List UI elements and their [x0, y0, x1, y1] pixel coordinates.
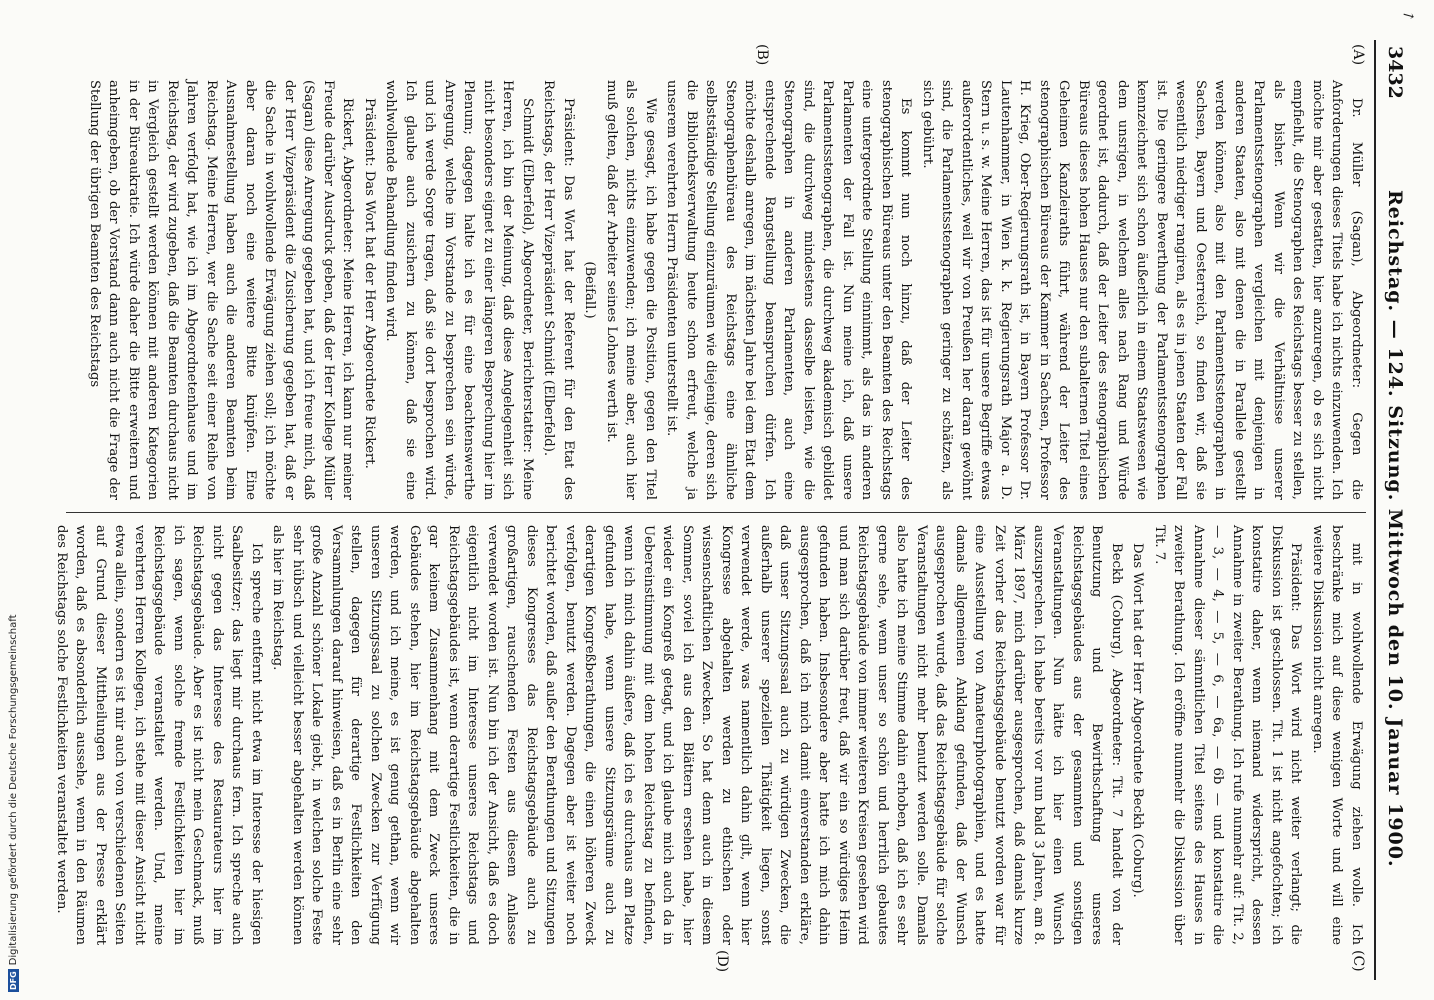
digitization-footer: [6, 0, 20, 992]
page-header: [1376, 40, 1410, 980]
paragraph: Schmidt (Elberfeld), Abgeordneter, Berichterstatter: Meine Herren, ich bin der Meinung, daß diese Angelegenheit sich nicht besonders eignet zu einer längeren Besprechung hier im Plenum; dagegen halte ich es für eine beachtenswerthe Anregung, welche im Vorstande zu besprechen sein würde, und ich werde Sorge tragen, daß sie dort besprochen wird. Ich glaube auch zusichern zu können, daß sie eine wohlwollende Behandlung finden wird.: [383, 80, 535, 500]
margin-marker-a: (A): [1350, 44, 1366, 66]
paragraph: Dr. Müller (Sagan), Abgeordneter: Gegen die Anforderungen dieses Titels habe ich nichts einzuwenden. Ich möchte mir aber gestatten, hier anzuregen, ob es sich nicht empfiehlt, die Stenographen des Reichstags besser zu stellen, als bisher. Wenn wir die Verhältnisse unserer Parlamentsstenographen vergleichen mit denjenigen in anderen Staaten, also mit denen die in Parallele gestellt werden können, also mit den Parlamentsstenographen in Sachsen, Bayern und Oesterreich, so finden wir, daß sie wesentlich niedriger rangiren, als es in jenen Staaten der Fall ist. Die geringere Bewerthung der Parlamentsstenographen kennzeichnet sich schon äußerlich in einem Staatswesen wie dem unsrigen, in welchem alles nach Rang und Würde geordnet ist, dadurch, daß der Leiter des stenographischen Büreaus dieses hohen Hauses nur den subalternen Titel eines Geheimen Kanzleiraths führt, während der Leiter des stenographischen Büreaus der Kammer in Sachsen, Professor H. Krieg, Ober-Regierungsrath ist, in Bayern Professor Dr. Lautenhammer, in Wien k. k. Regierungsrath Major a. D. Stern u. s. w. Meine Herren, das ist für unsere Begriffe etwas außerordentliches, weil wir von Preußen her daran gewöhnt sind, die Parlamentsstenographen geringer zu schätzen, als sich gebührt.: [920, 80, 1364, 500]
paragraph: Rickert, Abgeordneter: Meine Herren, ich kann nur meiner Freude darüber Ausdruck geben, daß der Herr Kollege Müller (Sagan) diese Anregung gegeben hat, und ich freue mich, daß der Herr Vizepräsident die Zusicherung gegeben hat, daß er die Sache in wohlwollende Erwägung ziehen soll; ich möchte aber daran noch eine weitere Bitte knüpfen. Eine Ausnahmestellung haben auch die anderen Beamten beim Reichstag. Meine Herren, wer die Sache seit einer Reihe von Jahren verfolgt hat, wie ich im Abgeordnetenhause und im Reichstag, der wird zugeben, daß die Beamten durchaus nicht in Vergleich gestellt werden können mit anderen Kategorien in der Büreaukratie. Ich würde daher die Bitte erweitern und anheimgeben, ob der Vorstand dann auch nicht die Frage der Stellung der übrigen Beamten des Reichstags: [87, 80, 356, 500]
page-number: 3432: [1384, 46, 1406, 99]
dfg-logo: DFG: [8, 971, 18, 990]
right-column: [54, 525, 1366, 945]
paragraph: Das Wort hat der Herr Abgeordnete Beckh (Coburg).: [1130, 543, 1146, 898]
left-column: [66, 80, 1366, 500]
margin-marker-c: (C): [1350, 950, 1366, 972]
paragraph: Beckh (Coburg), Abgeordneter: Tit. 7 handelt von der Benutzung und Bewirthschaftung unseres Reichstagsgebäudes aus der gesammten und sonstigen Veranstaltungen. Nun hätte ich hier einen Wunsch auszusprechen. Ich habe bereits vor nun bald 3 Jahren, am 8. März 1897, mich darüber ausgesprochen, daß damals kurze Zeit vorher das Reichstagsgebäude benutzt worden war für eine Ausstellung von Amateurphotographien, und es hatte damals allgemeinen Anklang gefunden, daß der Wunsch ausgesprochen wurde, daß das Reichstagsgebäude für solche Veranstaltungen nicht mehr benutzt werden solle. Damals also hatte ich meine Stimme dahin erhoben, daß ich es sehr gerne sehe, wenn unser so schön und herrlich gebautes Reichstagsgebäude von immer weiteren Kreisen gesehen wird und man sich darüber freut, daß wir ein so würdiges Heim gefunden haben. Insbesondere aber hatte ich mich dahin ausgesprochen, daß ich mich damit einverstanden erkläre, daß unser Sitzungssaal auch zu würdigen Zwecken, die außerhalb unserer speziellen Thätigkeit liegen, sonst verwendet werde, was namentlich dahin gilt, wenn hier Kongresse abgehalten werden zu ethischen oder wissenschaftlichen Zwecken. So hat denn auch in diesem Sommer, soviel ich aus den Blättern ersehen habe, hier wieder ein Kongreß getagt, und ich glaube mich auch da in Uebereinstimmung mit dem hohen Reichstag zu befinden, wenn ich mich dahin äußere, daß ich es durchaus am Platze gefunden habe, wenn unsere Sitzungsräume auch zu derartigen Kongreßberathungen, die einen höheren Zweck verfolgen, benutzt werden. Dagegen aber ist weiter noch berichtet worden, daß außer den Berathungen und Sitzungen dieses Kongresses das Reichstagsgebäude auch zu großartigen, rauschenden Festen aus diesem Anlasse verwendet worden ist. Nun bin ich der Ansicht, daß es doch eigentlich nicht im Interesse unseres Reichstags und Reichstagsgebäudes ist, wenn derartige Festlichkeiten, die in gar keinem Zusammenhang mit dem Zweck unseres Gebäudes stehen, hier im Reichstagsgebäude abgehalten werden, und ich meine, es ist genug gethan, wenn wir unseren Sitzungssaal zu solchen Zwecken zur Verfügung stellen, dagegen für derartige Festlichkeiten den Versammlungen darauf hinweisen, daß es in Berlin eine sehr große Anzahl schöner Lokale giebt, in welchen solche Feste sehr hübsch und vielleicht besser abgehalten werden können als hier im Reichstag.: [270, 525, 1124, 945]
margin-marker-d: (D): [714, 950, 730, 973]
paragraph: Wie gesagt, ich habe gegen die Position, gegen den Titel als solchen, nichts einzuwenden; ich meine aber, auch hier muß gelten, daß der Arbeiter seines Lohnes werth ist.: [604, 80, 658, 500]
paragraph: Ich spreche entfernt nicht etwa im Interesse der hiesigen Saalbesitzer; das liegt mir durchaus fern. Ich spreche auch nicht gegen das Interesse des Restaurateurs hier im Reichstagsgebäude. Aber es ist nicht mein Geschmack, muß ich sagen, wenn solche fremde Festlichkeiten hier im Reichstagsgebäude veranstaltet werden. Und, meine verehrten Herren Kollegen, ich stehe mit dieser Ansicht nicht etwa allein, sondern es ist mir auch von verschiedenen Seiten auf Grund dieser Mittheilungen aus der Presse erklärt worden, daß es absonderlich aussehe, wenn in den Räumen des Reichstags solche Festlichkeiten veranstaltet werden.: [54, 525, 264, 945]
paragraph: Es kommt nun noch hinzu, daß der Leiter des stenographischen Büreaus unter den Beamten des Reichstags eine untergeordnete Stellung einnimmt, als das in anderen Parlamenten der Fall ist. Nun meine ich, daß unsere Parlamentsstenographen, die durchweg akademisch gebildet sind, die durchweg mindestens dasselbe leisten, wie die Stenographen in anderen Parlamenten, auch eine entsprechende Rangstellung beanspruchen dürfen. Ich möchte deshalb anregen, im nächsten Jahre bei dem Etat dem Stenographenbüreau des Reichstags eine ähnliche selbstständige Stellung einzuräumen wie diejenige, deren sich die Bibliotheksverwaltung heute schon erfreut, welche ja unserem verehrten Herrn Präsidenten unterstellt ist.: [664, 80, 914, 500]
column-divider: [66, 512, 1366, 513]
paragraph: Präsident: Das Wort wird nicht weiter verlangt; die Diskussion ist geschlossen. Tit. 1 ist nicht angefochten; ich konstatire daher, wenn niemand widerspricht, dessen Annahme in zweiter Berathung. Ich rufe nunmehr auf: Tit. 2, — 3, — 4, — 5, — 6, — 6a, — 6b — und konstatire die Annahme dieser sämmtlichen Titel seitens des Hauses in zweiter Berathung. Ich eröffne nunmehr die Diskussion über Tit. 7.: [1152, 525, 1304, 945]
margin-marker-b: (B): [754, 44, 770, 66]
page-title: Reichstag. — 124. Sitzung. Mittwoch den 10. Januar 1900.: [1384, 190, 1406, 868]
header-rule: [1374, 40, 1376, 980]
applause-note: (Beifall.): [582, 261, 598, 319]
paragraph: Präsident: Das Wort hat der Herr Abgeordnete Rickert.: [362, 98, 377, 469]
rotated-page: [50, 40, 1410, 980]
corner-arrow-icon: ↘: [1399, 6, 1418, 26]
paragraph: mit in wohlwollende Erwägung ziehen wolle. Ich beschränke mich auf diese wenigen Worte und will eine weitere Diskussion nicht anregen.: [1310, 525, 1364, 945]
footer-text: Digitalisierung gefördert durch die Deutsche Forschungsgemeinschaft: [7, 614, 19, 966]
paragraph: Präsident: Das Wort hat der Referent für den Etat des Reichstags, der Herr Vizepräsident Schmidt (Elberfeld).: [541, 80, 576, 500]
